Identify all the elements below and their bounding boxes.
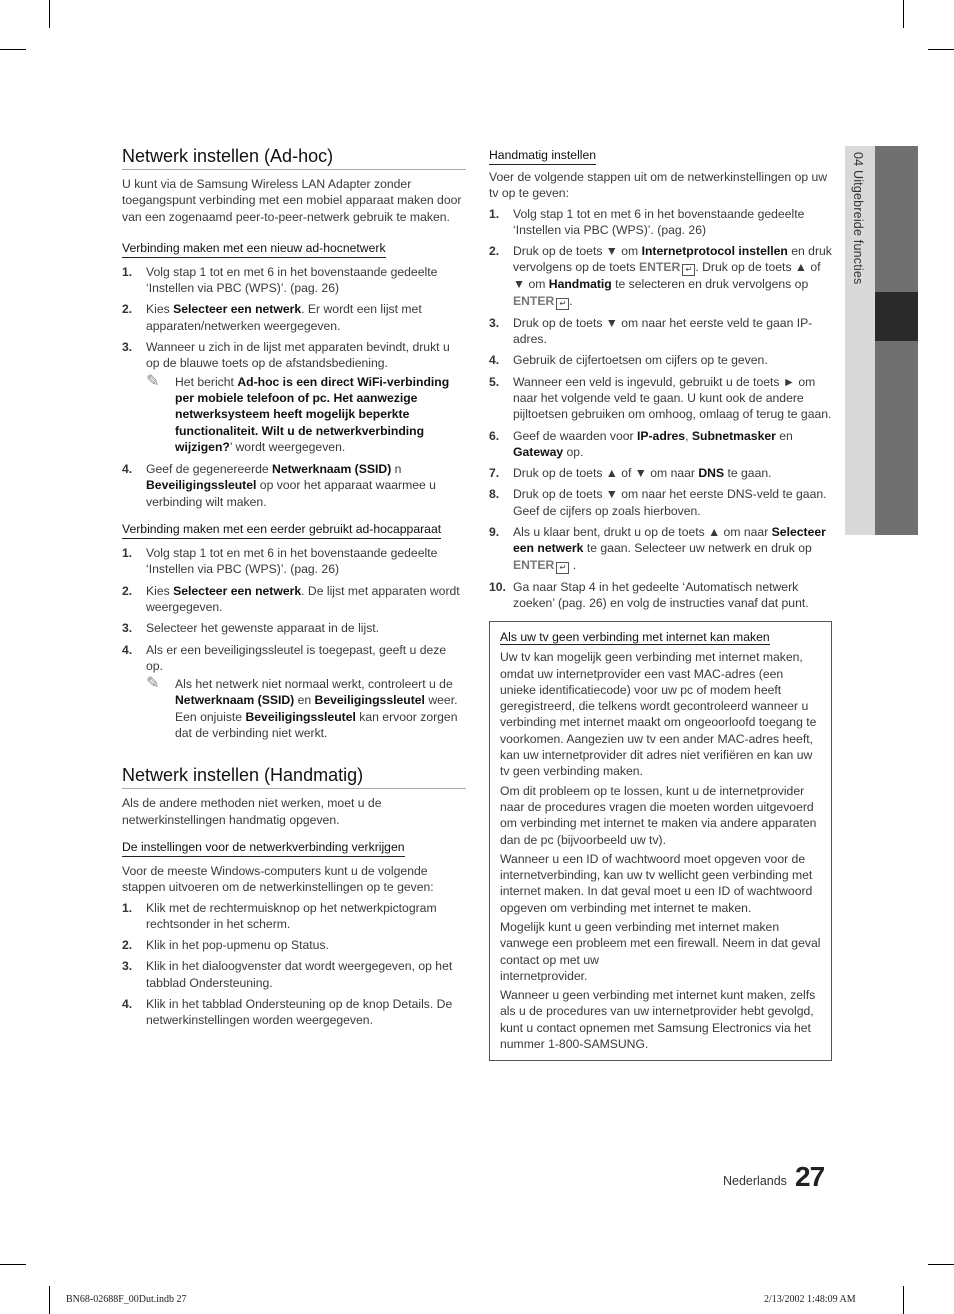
list-item: 5. Wanneer een veld is ingevuld, gebruikt u de toets ► om naar het volgende veld te gaan. U kunt ook de andere pijltoetsen gebruiken om omhoog, omlaag of terug te gaan.	[489, 374, 832, 422]
sidebar-chapter-label: 04 Uitgebreide functies	[851, 152, 865, 285]
section-title-manual: Netwerk instellen (Handmatig)	[122, 765, 466, 789]
sidebar-tab-active	[875, 292, 918, 341]
print-slug-file: BN68-02688F_00Dut.indb 27	[66, 1294, 187, 1305]
enter-icon: ↵	[556, 298, 569, 310]
list-item: 1. Klik met de rechtermuisknop op het netwerkpictogram rechtsonder in het scherm.	[122, 900, 437, 931]
subheading-get-settings: De instellingen voor de netwerkverbinding verkrijgen	[122, 839, 405, 857]
crop-mark	[928, 1264, 954, 1265]
list-item: 1. Volg stap 1 tot en met 6 in het bovenstaande gedeelte ‘Instellen via PBC (WPS)’. (pag. 26)	[122, 546, 438, 577]
enter-icon: ↵	[556, 562, 569, 574]
pencil-note-icon: ✎	[146, 372, 160, 390]
note: ✎ Als het netwerk niet normaal werkt, controleert u de Netwerknaam (SSID) en Beveiligingssleutel weer. Een onjuiste Beveiligingssleutel kan ervoor zorgen dat de verbinding niet werkt.	[146, 675, 458, 741]
list-item: 3. Selecteer het gewenste apparaat in de lijst.	[122, 621, 380, 636]
crop-mark	[49, 1286, 50, 1314]
note: ✎ Het bericht Ad-hoc is een direct WiFi-verbinding per mobiele telefoon of pc. Het aanwezige netwerksysteem heeft mogelijk beperkte functionaliteit. Wilt u de netwerkverbinding wijzigen?’ wordt weergegeven.	[146, 372, 450, 454]
crop-mark	[928, 49, 954, 50]
list-item: 9. Als u klaar bent, drukt u op de toets ▲ om naar Selecteer een netwerk te gaan. Selecteer uw netwerk en druk op ENTER ↵ .	[489, 525, 826, 572]
subheading-manual-setup: Handmatig instellen	[489, 147, 596, 165]
info-box-title: Als uw tv geen verbinding met internet kan maken	[500, 630, 770, 645]
list-item: 1. Volg stap 1 tot en met 6 in het bovenstaande gedeelte ‘Instellen via PBC (WPS)’. (pag. 26)	[489, 206, 805, 237]
crop-mark	[903, 0, 904, 28]
info-box-paragraph: Om dit probleem op te lossen, kunt u de internetprovider naar de procedures vragen die moeten worden uitgevoerd om verbinding met internet te maken via andere apparaten dan de pc (bijvoorbeeld uw tv).	[500, 783, 817, 847]
crop-mark	[0, 1264, 26, 1265]
info-box-paragraph: Uw tv kan mogelijk geen verbinding met internet maken, omdat uw internetprovider een vast MAC-adres (een unieke identificatiecode) voor uw pc of modem heeft geregistreerd, die telkens wordt gecontroleerd wanneer u verbinding met internet maakt om ongeoorloofd toegang te voorkomen. Aangezien uw tv een ander MAC-adres heeft, kan uw internetprovider dit adres niet verifiëren en kan uw tv geen verbinding maken.	[500, 650, 817, 779]
info-box-paragraph: Wanneer u een ID of wachtwoord moet opgeven voor de internetverbinding, kan uw tv wellicht geen verbinding met internet maken. In dat geval moet u een ID of wachtwoord opgeven om verbinding met internet te maken.	[500, 851, 813, 915]
manual-setup-intro: Voer de volgende stappen uit om de netwerkinstellingen op uw tv op te geven:	[489, 170, 828, 201]
list-item: 4. Gebruik de cijfertoetsen om cijfers op te geven.	[489, 353, 768, 368]
print-slug-date: 2/13/2002 1:48:09 AM	[764, 1294, 856, 1305]
footer-language: Nederlands	[723, 1174, 787, 1188]
info-box-paragraph: Mogelijk kunt u geen verbinding met internet maken vanwege een probleem met een firewall. Neem in dat geval contact op met uw	[500, 919, 821, 967]
enter-icon: ↵	[682, 264, 695, 276]
list-item: 8. Druk op de toets ▼ om naar het eerste DNS-veld te gaan. Geef de cijfers op zoals hierboven.	[489, 487, 827, 518]
info-box-paragraph: Wanneer u geen verbinding met internet kunt maken, zelfs als u de procedures van uw internetprovider hebt gevolgd, kunt u contact opnemen met Samsung Electronics via het nummer 1-800-SAMSUNG.	[500, 988, 816, 1052]
info-box-paragraph: internetprovider.	[500, 968, 588, 983]
adhoc-intro: U kunt via de Samsung Wireless LAN Adapter zonder toegangspunt verbinding met een mobiel apparaat maken door van een zogenaamd peer-to-peer-netwerk gebruik te maken.	[122, 177, 462, 224]
left-column	[122, 146, 466, 1034]
list-item: 1. Volg stap 1 tot en met 6 in het bovenstaande gedeelte ‘Instellen via PBC (WPS)’. (pag. 26)	[122, 264, 438, 296]
crop-mark	[903, 1286, 904, 1314]
page-number: 27	[795, 1161, 825, 1192]
list-item: 2. Kies Selecteer een netwerk. De lijst met apparaten wordt weergegeven.	[122, 583, 460, 614]
manual-intro: Als de andere methoden niet werken, moet u de netwerkinstellingen handmatig opgeven.	[122, 796, 382, 827]
crop-mark	[49, 0, 50, 28]
sidebar-tab-dark	[875, 146, 918, 292]
list-item: 2. Klik in het pop-upmenu op Status.	[122, 938, 329, 953]
list-item: 3. Druk op de toets ▼ om naar het eerste veld te gaan IP-adres.	[489, 315, 813, 347]
list-item: 6. Geef de waarden voor IP-adres, Subnetmasker en Gateway op.	[489, 428, 793, 459]
list-item: 3. Klik in het dialoogvenster dat wordt weergegeven, op het tabblad Ondersteuning.	[122, 959, 453, 990]
list-item: 7. Druk op de toets ▲ of ▼ om naar DNS te gaan.	[489, 466, 772, 481]
list-item: 2. Kies Selecteer een netwerk. Er wordt een lijst met apparaten/netwerken weergegeven.	[122, 302, 422, 333]
crop-mark	[0, 49, 26, 50]
info-box	[489, 621, 832, 1061]
list-item: 4. Als er een beveiligingssleutel is toegepast, geeft u deze op.	[122, 642, 447, 673]
list-item: 2. Druk op de toets ▼ om Internetprotocol instellen en druk vervolgens op de toets ENTER ↵ . Druk op de toets ▲ of ▼ om Handmatig te selecteren en druk vervolgens op ENTER ↵ .	[489, 244, 832, 308]
right-column	[489, 146, 832, 1061]
list-item: 10. Ga naar Stap 4 in het gedeelte ‘Automatisch netwerk zoeken’ (pag. 26) en volg de instructies vanaf dat punt.	[489, 579, 809, 610]
sidebar-tab-dark	[875, 341, 918, 535]
subheading-new-adhoc: Verbinding maken met een nieuw ad-hocnetwerk	[122, 240, 386, 258]
list-item: 4. Geef de gegenereerde Netwerknaam (SSID) n Beveiligingssleutel op voor het apparaat waarmee u verbinding wilt maken.	[122, 462, 436, 509]
list-item: 4. Klik in het tabblad Ondersteuning op de knop Details. De netwerkinstellingen worden weergegeven.	[122, 996, 453, 1028]
manual-para: Voor de meeste Windows-computers kunt u de volgende stappen uitvoeren om de netwerkinstellingen op te geven:	[122, 863, 434, 895]
section-title-adhoc: Netwerk instellen (Ad-hoc)	[122, 146, 466, 170]
list-item: 3. Wanneer u zich in de lijst met apparaten bevindt, drukt u op de blauwe toets op de afstandsbediening.	[122, 340, 450, 371]
pencil-note-icon: ✎	[146, 675, 160, 693]
subheading-old-adhoc: Verbinding maken met een eerder gebruikt ad-hocapparaat	[122, 521, 441, 539]
